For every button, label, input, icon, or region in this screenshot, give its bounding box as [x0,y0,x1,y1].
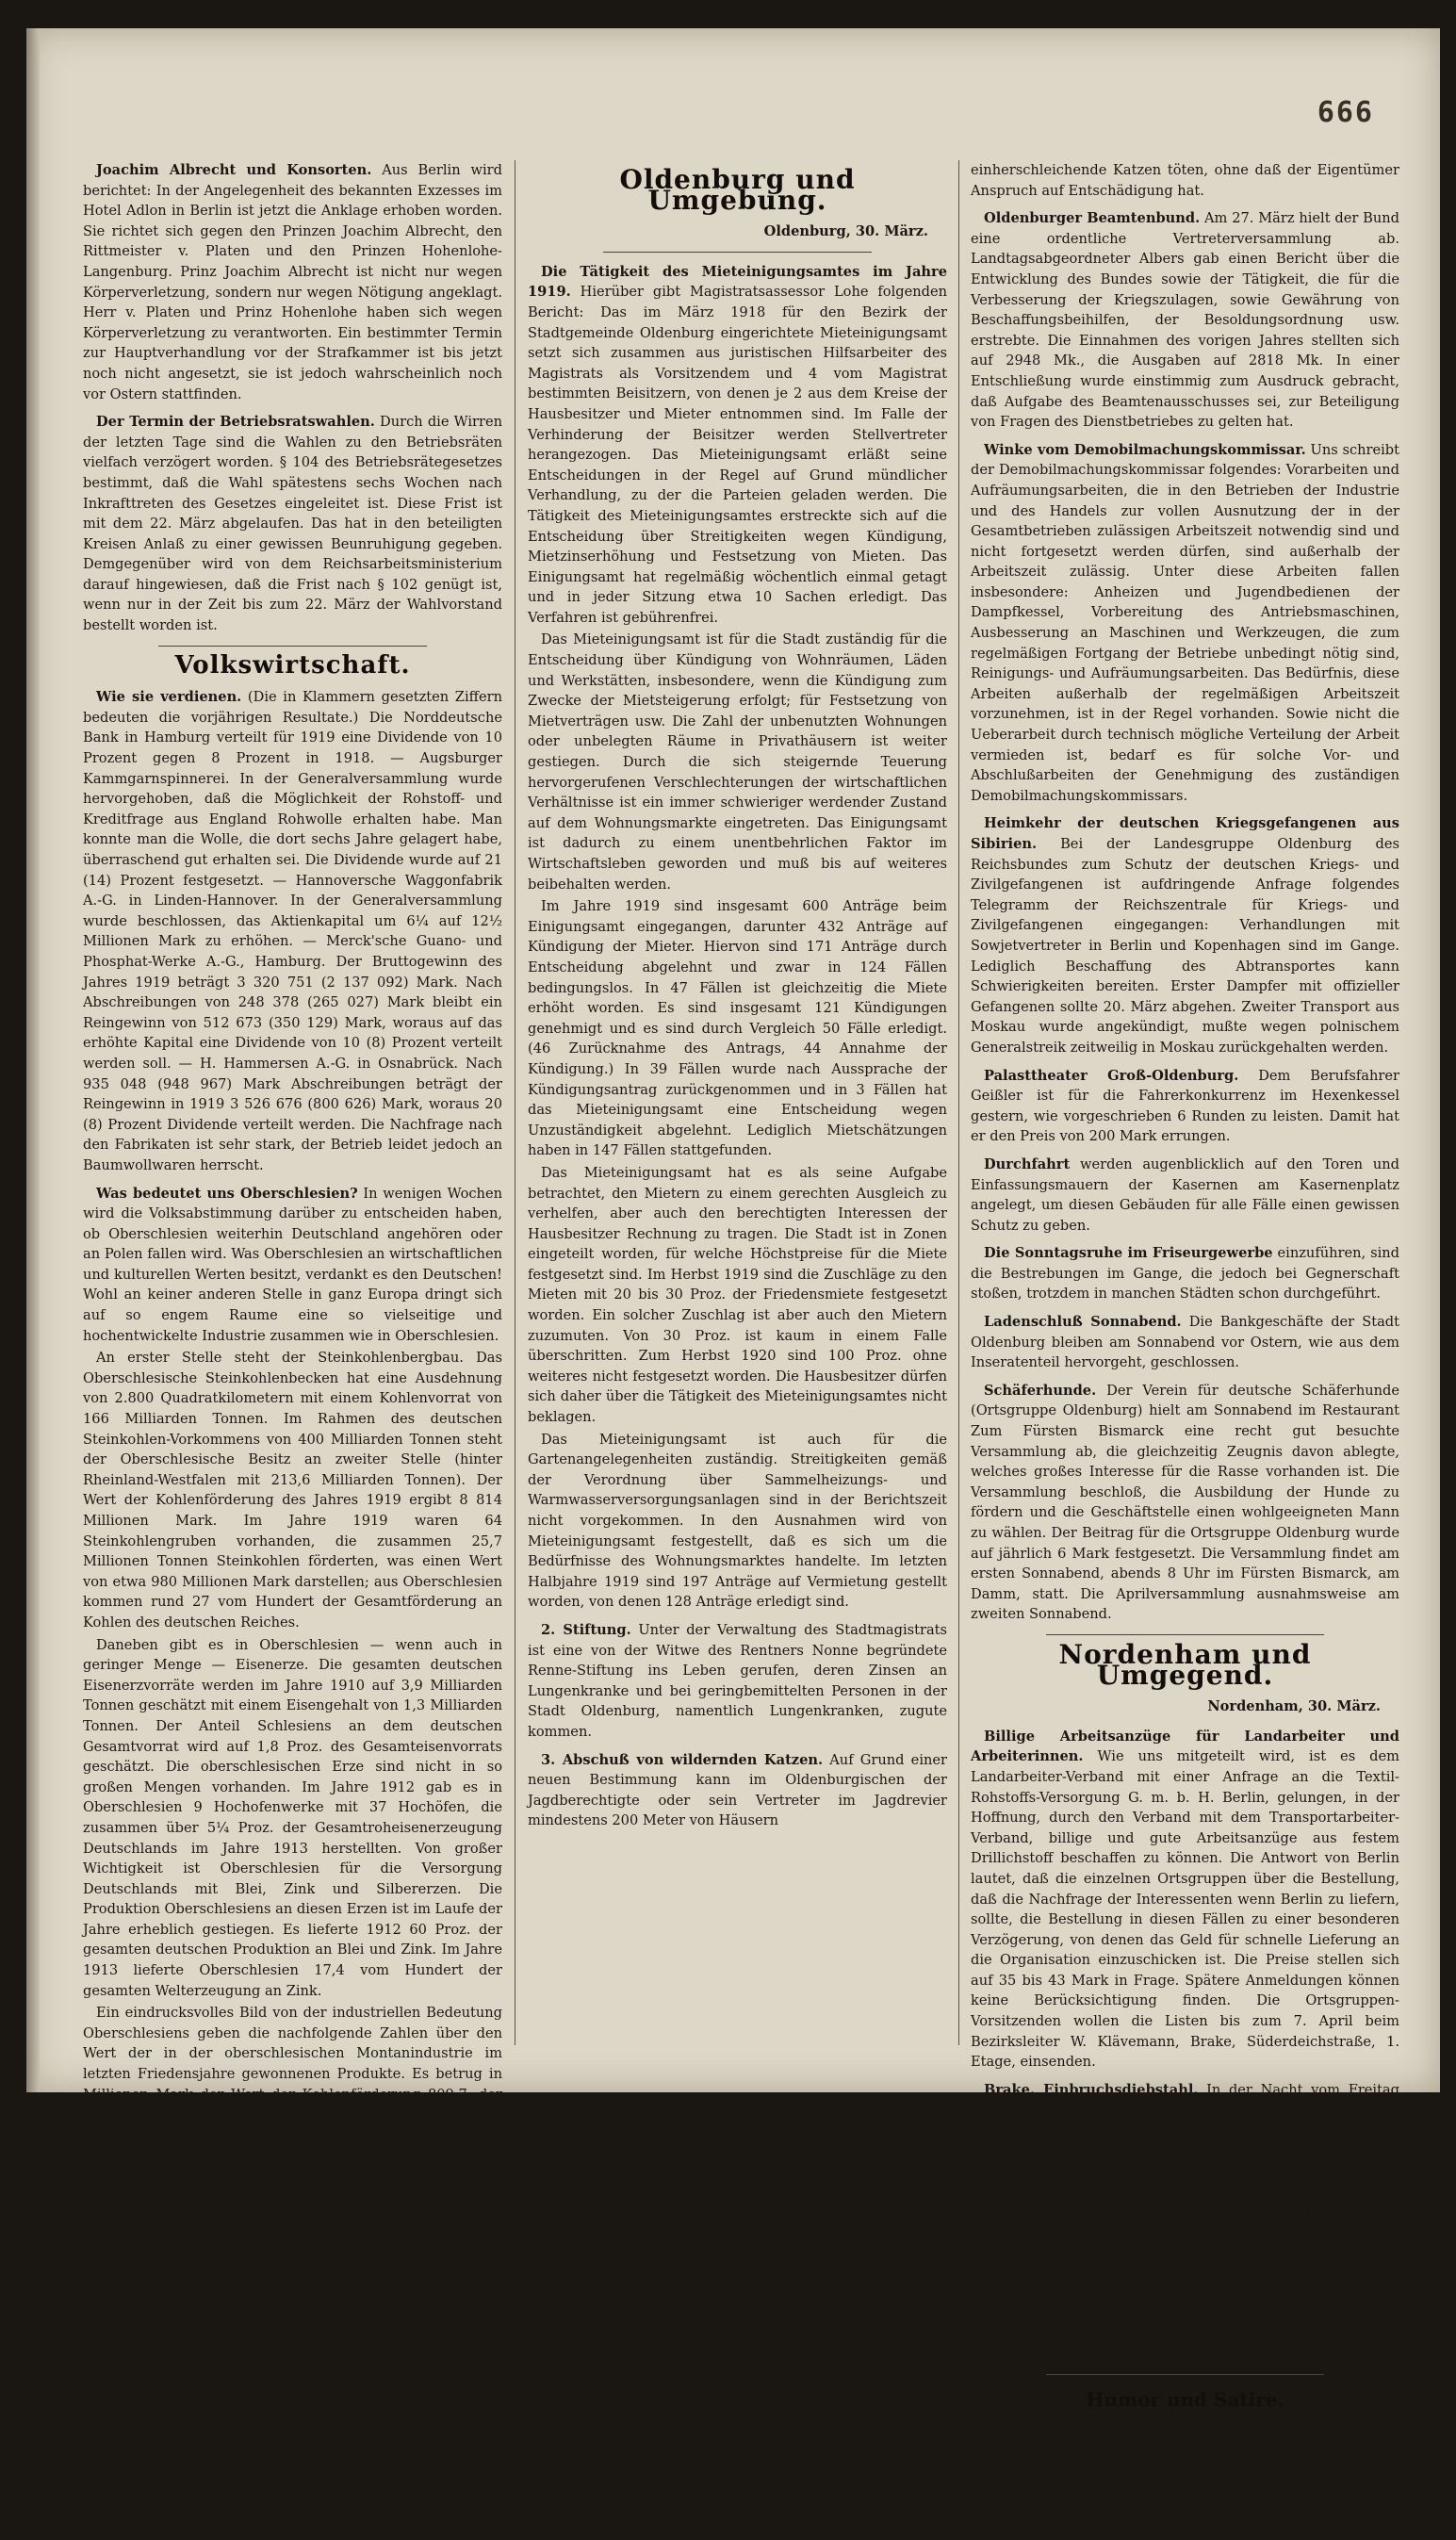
article [83,687,502,1175]
column-right [971,160,1400,2538]
article-text: Das Mieteinigungsamt ist auch für die Gartenangelegenheiten zuständig. Streitigkeiten gemäß der Verordnung über Sammelheizungs- und Warmwasserversorgungsanlagen sind in der Berichtszeit nicht vorgekommen. In den Ausnahmen wird von Mieteinigungsamt festgestellt, daß es sich um die Bedürfnisse des Wohnungsmarktes handelte. Im letzten Halbjahre 1919 sind 197 Anträge auf Vermietung gestellt worden, von denen 128 Anträge erledigt sind. [528,1431,947,1611]
article [971,1066,1399,1147]
divider [1046,1634,1324,1635]
article-text: Bei der Landesgruppe Oldenburg des Reichsbundes zum Schutz der deutschen Kriegs- und Zivilgefangenen ist aufdringende Anfrage folgendes Telegramm der Reichszentrale für Kriegs- und Zivilgefangenen eingegangen: Verhandlungen mit Sowjetvertreter in Berlin und Kopenhagen sind im Gange. Lediglich Beschaffung des Abtransportes kann Schwierigkeiten bereiten. Erster Dampfer mit offizieller Gefangenen sollte 20. März abgehen. Zweiter Transport aus Moskau wurde angekündigt, mußte wegen polnischem Generalstreik zeitweilig in Moskau zurückgehalten werden. [971,836,1399,1056]
article-text: Im Jahre 1919 sind insgesamt 600 Anträge beim Einigungsamt eingegangen, darunter 432 Anträge auf Kündigung der Mieter. Hiervon sind 171 Anträge durch Entscheidung abgelehnt und zwar in 124 Fällen bedingungslos. In 47 Fällen ist gleichzeitig die Miete erhöht worden. Es sind insgesamt 121 Kündigungen genehmigt und es sind durch Vergleich 50 Fälle erledigt. (46 Zurücknahme des Antrags, 44 Annahme der Kündigung.) In 39 Fällen wurde nach Aussprache der Kündigungsantrag zurückgenommen und in 3 Fällen hat das Mieteinigungsamt eine Entscheidung wegen Unzuständigkeit abgelehnt. Lediglich Mietschätzungen haben in 147 Fällen stattgefunden. [528,898,947,1159]
divider [158,646,427,647]
article [971,160,1399,201]
dateline: Oldenburg, 30. März. [763,223,928,240]
article-text: einherschleichende Katzen töten, ohne daß der Eigentümer Anspruch auf Entschädigung hat. [971,162,1399,199]
article-lead: Schäferhunde. [984,1382,1097,1399]
article-text: Hierüber gibt Magistratsassessor Lohe folgenden Bericht: Das im März 1918 für den Bezirk der Stadtgemeinde Oldenburg eingerichtete Mieteinigungsamt setzt sich zusammen aus juristischen Hilfsarbeiter des Magistrats als Vorsitzendem und 4 vom Magistrat bestimmten Beisitzern, von denen je 2 aus dem Kreise der Hausbesitzer und Mieter entnommen sind. Im Falle der Verhinderung der Beisitzer werden Stellvertreter herangezogen. Das Mieteinigungsamt erläßt seine Entscheidungen in der Regel auf Grund mündlicher Verhandlung, zu der die Parteien geladen werden. Die Tätigkeit des Mieteinigungsamtes erstreckte sich auf die Entscheidung über Streitigkeiten wegen Kündigung, Mietzinserhöhung und Festsetzung von Mieten. Das Einigungsamt hat regelmäßig wöchentlich einmal getagt und in jeder Sitzung etwa 10 Sachen erledigt. Das Verfahren ist gebührenfrei. [528,284,947,626]
dateline: Nordenham, 30. März. [1207,1698,1381,1715]
article-text: Durch die Wirren der letzten Tage sind die Wahlen zu den Betriebsräten vielfach verzögert worden. § 104 des Betriebsrätegesetzes bestimmt, daß die Wahl spätestens sechs Wochen nach Inkrafttreten des Gesetzes eingeleitet ist. Diese Frist ist mit dem 22. März abgelaufen. Das hat in den beteiligten Kreisen Anlaß zu einer gewissen Beunruhigung gegeben. Demgegenüber wird von dem Reichsarbeitsministerium darauf hingewiesen, daß die Frist nach § 102 genügt ist, wenn nur in der Zeit bis zum 22. März der Wahlvorstand bestellt worden ist. [83,414,503,634]
article-text: einzuführen, sind die Bestrebungen im Gange, die jedoch bei Gegnerschaft stoßen, trotzdem in manchen Städten schon durchgeführt. [971,1245,1400,1303]
article-text: Die Bankgeschäfte der Stadt Oldenburg bleiben am Sonnabend vor Ostern, wie aus dem Inseratenteil hervorgeht, geschlossen. [971,1314,1400,1371]
article-lead: Was bedeutet uns Oberschlesien? [96,1185,358,1202]
article-lead: Die Tätigkeit des Mieteinigungsamtes im Jahre 1919. [528,263,947,301]
article-text: Aus diesen Wertziffern geht hervor die große Bedeutung Oberschlesiens für unser gesamtes Wirtschaftsleben. Sein Verlust würde die gesamte Industrie Deutschlands schwer erschüttern. Darum muß jeder an seinem Teile mithelfen, daß diese Gebiete uns erhalten bleiben. Wer an der Entscheidung beteiligt ist, der wahre seine Stimme abzugeben und tue damit Dienst dem deutschen Vaterlande. [83,2291,502,2450]
article [971,813,1399,1057]
article-text: Wie uns mitgeteilt wird, ist es dem Landarbeiter-Verband mit einer Anfrage an die Textil-Rohstoffs-Versorgung G. m. b. H. Berlin, gelungen, in der Hoffnung, durch den Verband mit dem Transportarbeiter-Verband, billige und gute Arbeitsanzüge aus festem Drillichstoff beschaffen zu können. Die Antwort von Berlin lautet, daß die einzelnen Ortsgruppen über die Bestellung, daß die Nachfrage der Interessenten wenn Berlin zu liefern, sollte, die Bestellung in diesen Fällen zu einer besonderen Verzögerung, von denen das Geld für schnelle Lieferung an die Organisation einzuschicken ist. Die Preise stellen sich auf 35 bis 43 Mark in Frage. Spätere Anmeldungen können keine Berücksichtigung finden. Die Ortsgruppen-Vorsitzenden wollen die Listen bis zum 7. April beim Bezirksleiter W. Klävemann, Brake, Süderdeichstraße, 1. Etage, einsenden. [971,1748,1399,2071]
article [528,1620,947,1743]
divider [1046,2374,1324,2375]
article-lead: Der Termin der Betriebsratswahlen. [96,414,375,431]
article [83,412,502,636]
article-text: Der Verein für deutsche Schäferhunde (Ortsgruppe Oldenburg) hielt am Sonnabend im Restaurant Zum Fürsten Bismarck eine recht gut besuchte Versammlung ab, die gleichzeitig Zeugnis davon ablegte, welches großes Interesse für die Rasse vorhanden ist. Die Versammlung beschloß, die Ausbildung der Hunde zu fördern und die Geschäftstelle einen wohlgeeigneten Mann zu wählen. Der Beitrag für die Ortsgruppe Oldenburg wurde auf jährlich 6 Mark festgesetzt. Die Versammlung findet am ersten Sonnabend, abends 8 Uhr im Fürsten Bismarck, am Damm, statt. Die Aprilversammlung ausnahmsweise am zweiten Sonnabend. [971,1382,1399,1623]
article [971,1727,1399,2073]
divider [603,252,872,253]
article-text: Ach, Emma, wenn ich nur wüßte, wie wir nur die vielen Eier aufessen sollen können?" — "Gib mir alles, dann geht es schneller!" (Jugend.) — Zweifelhafte Auskunft. "Mutter, was ist denn da los?" — "Na, was sollen die Kinder von ihren Eltern mal kriegen." — "Ach so: Keile!" (Dorfbarbier.) [971,2419,1399,2538]
section-heading: Humor und Satire. [1086,2388,1284,2412]
article-lead: 2. Stiftung. [541,1621,631,1638]
page-number: 666 [1317,96,1374,129]
article-lead: Die Sonntagsruhe im Friseurgewerbe [984,1245,1273,1262]
article [971,1312,1399,1373]
article-text: (Die in Klammern gesetzten Ziffern bedeuten die vorjährigen Resultate.) Die Norddeutsche Bank in Hamburg verteilt für 1919 eine Dividende von 10 Prozent gegen 8 Prozent in 1918. — Augsburger Kammgarnspinnerei. In der Generalversammlung wurde hervorgehoben, daß die Möglichkeit der Rohstoff- und Kreditfrage aus England Rohwolle erhalten habe. Man konnte man die Wolle, die dort sechs Jahre gelagert habe, überraschend gut erhalten sei. Die Dividende wurde auf 21 (14) Prozent festgesetzt. — Hannoversche Waggonfabrik A.-G. in Linden-Hannover. In der Generalversammlung wurde beschlossen, das Aktienkapital um 6¼ auf 12½ Millionen Mark zu erhöhen. — Merck'sche Guano- und Phosphat-Werke A.-G., Hamburg. Der Bruttogewinn des Jahres 1919 beträgt 3 320 751 (2 137 092) Mark. Nach Abschreibungen von 248 378 (265 027) Mark bleibt ein Reingewinn von 512 673 (350 129) Mark, woraus auf das erhöhte Kapital eine Dividende von 10 (8) Prozent verteilt werden soll. — H. Hammersen A.-G. in Osnabrück. Nach 935 048 (948 967) Mark Abschreibungen beträgt der Reingewinn in 1919 3 526 676 (800 626) Mark, woraus 20 (8) Prozent Dividende verteilt werden. Die Nachfrage nach den Fabrikaten ist sehr stark, der Betrieb leidet jedoch an Baumwollwaren herrscht. [83,689,502,1173]
article [971,1381,1399,1625]
article-lead: Durchfahrt [984,1155,1071,1172]
article-text: Daneben gibt es in Oberschlesien — wenn auch in geringer Menge — Eisenerze. Die gesamten deutschen Eisenerzvorräte werden im Jahre 1910 auf 3,9 Milliarden Tonnen geschätzt mit einem Eisengehalt von 1,3 Milliarden Tonnen. Der Anteil Schlesiens an dem deutschen Gesamtvorrat wird auf 1,8 Proz. des Gesamteisenvorrats geschätzt. Die oberschlesischen Erze sind nicht in so großen Mengen vorhanden. Im Jahre 1912 gab es in Oberschlesien 9 Hochofenwerke mit 37 Hochöfen, die zusammen über 5¼ Proz. der Gesamtroheisenerzeugung Deutschlands im Jahre 1913 herstellten. Von großer Wichtigkeit ist Oberschlesien für die Versorgung Deutschlands mit Blei, Zink und Silbererzen. Die Produktion Oberschlesiens an diesen Erzen ist im Laufe der Jahre erheblich gestiegen. Es lieferte 1912 60 Proz. der gesamten deutschen Produktion an Blei und Zink. Im Jahre 1913 lieferte Oberschlesien 17,4 vom Hundert der gesamten Welterzeugung an Zink. [83,1636,502,1999]
article-text: Das Mieteinigungsamt ist für die Stadt zuständig für die Entscheidung über Kündigung von Wohnräumen, Läden und Werkstätten, insbesondere, wenn die Kündigung zum Zwecke der Mietsteigerung erfolgt; für Festsetzung von Mietverträgen usw. Die Zahl der unbenutzten Wohnungen oder unbelegten Räume in Privathäusern ist weiter gestiegen. Durch die sich steigernde Teuerung hervorgerufenen Verschlechterungen der wirtschaftlichen Verhältnisse ist ein immer schwieriger werdender Zustand auf dem Wohnungsmarkte eingetreten. Das Einigungsamt ist dadurch zu einem unentbehrlichen Faktor im Wirtschaftsleben geworden und muß bis auf weiteres beibehalten werden. [528,631,947,893]
article-text: In der Nacht vom Freitag auf Sonnabend wurde in der Plaßmannschen Besitzung am Schleusendeich ein Einbruchsdiebstahl ausgeführt. Die Einbrecher in das Haus, unbemerkt von der Bewohnerin, entwendeten Teppiche, Kleidungsstücke und Silbersachen im Werte von 20 000 Mark. Der Verdacht ist gefallen, daß es sich um auswärtige Täter handelt. Die Gendarmerie stellte sofort umfangreiche Nachforschungen an. — Schieberware. Ein Händler aus Abbehausen kam gestern mit seinem Fuhrwerk angefahren, das von der Ortspolizei angehalten und untersucht wurde. Es fand sich Korn, das beschlagnahmt wurde. Die Fracht bestand aus 33 Ferkeln, 2 Kälbern und mehreren Kaninchen, die bei Blumenthal bestimmt waren. [971,2081,1400,2363]
article-text: Uns schreibt der Demobilmachungskommissar folgendes: Vorarbeiten und Aufräumungsarbeiten, die in den Betrieben der Industrie und des Handels zur vollen Ausnutzung der in der Gesamtbetrieben zulässigen Arbeitszeit notwendig sind und nicht fortgesetzt werden dürfen, sind außerhalb der Arbeitszeit zulässig. Unter diese Arbeiten fallen insbesondere: Anheizen und Jugendbedienen der Dampfkessel, Vorbereitung des Antriebsmaschinen, Ausbesserung an Maschinen und Werkzeugen, die zum regelmäßigen Fortgang der Betriebe unbedingt nötig sind, Reinigungs- und Aufräumungsarbeiten. Das Bedürfnis, diese Arbeiten außerhalb der regelmäßigen Arbeitszeit vorzunehmen, ist in der Regel vorhanden. Sowie nicht die Ueberarbeit durch technisch mögliche Verteilung der Arbeit vermieden ist, bedarf es für solche Vor- und Abschlußarbeiten der Genehmigung des zuständigen Demobilmachungskommissars. [971,441,1399,804]
section-heading: Volkswirtschaft. [174,650,411,680]
article-text: An erster Stelle steht der Steinkohlenbergbau. Das Oberschlesische Steinkohlenbecken hat eine Ausdehnung von 2.800 Quadratkilometern mit einem Kohlenvorrat von 166 Milliarden Tonnen. Im Rahmen des deutschen Steinkohlen-Vorkommens von 400 Milliarden Tonnen steht der Oberschlesische Besitz an zweiter Stelle (hinter Rheinland-Westfalen mit 213,6 Milliarden Tonnen). Der Wert der Kohlenförderung des Jahres 1919 ergibt 8 814 Millionen Mark. Im Jahre 1919 waren 64 Steinkohlengruben vorhanden, die zusammen 25,7 Millionen Tonnen Steinkohlen förderten, was einen Wert von etwa 980 Millionen Mark darstellen; aus Oberschlesien kommen rund 27 vom Hundert der Gesamtförderung an Kohlen des deutschen Reiches. [83,1350,502,1631]
article-text: Dem Berufsfahrer Geißler ist für die Fahrerkonkurrenz im Hexenkessel gestern, wie vorgeschrieben 6 Runden zu leisten. Damit hat er den Preis von 200 Mark errungen. [971,1067,1399,1145]
article [83,160,502,404]
article [83,1184,502,2453]
article-text: Unter der Verwaltung des Stadtmagistrats ist eine von der Witwe des Rentners Nonne begründete Renne-Stiftung ins Leben gerufen, deren Zinsen an Lungenkranke und bei geringbemittelten Personen in der Stadt Oldenburg, namentlich Lungenkranken, zugute kommen. [528,1621,948,1740]
section-heading: Oldenburg und Umgebung. [619,164,856,216]
article-lead: Heimkehr der deutschen Kriegsgefangenen aus Sibirien. [971,815,1399,852]
article-lead: Joachim Albrecht und Konsorten. [96,162,372,178]
article-lead: Einfach! [984,2419,1049,2436]
article-lead: Winke vom Demobilmachungskommissar. [984,441,1306,458]
article-lead: Oldenburger Beamtenbund. [984,210,1201,227]
article-text: Ein eindrucksvolles Bild von der industriellen Bedeutung Oberschlesiens geben die nachfolgende Zahlen über den Wert der in der oberschlesischen Montanindustrie im letzten Friedensjahre gewonnenen Produkte. Es betrug in Millionen Mark der Wert der Kohlenförderung 809,7, der Wert der Produktion der Eisen-, Zink- und Bleierzgruben 37,1, der Wert der Produktion der Eisenhütten- und Walzwerke 242,4, der Zinkhütten und Walzwerke 118,0 Millionen Mark. Die Produktion der oberschlesischen Montanbetriebe belief sich demnach auf rund 1 Milliarde Mark. Mit dem Verlust der oberschlesischen Montanbetriebe würde das Reich jährlich 40 Millionen Tonnen Fracht oder 10 Proz. des gesamten deutschen Frachtverkehrs einbüßen. [83,2005,502,2286]
article-lead: Brake. Einbruchsdiebstahl. [984,2081,1199,2098]
column-rule [958,160,959,2045]
newspaper-page [26,28,1440,2538]
article [528,1750,947,1831]
article [971,1155,1399,1236]
article [528,262,947,1613]
article [971,440,1399,807]
column-middle [528,160,947,2055]
article-text: Das Mieteinigungsamt hat es als seine Aufgabe betrachtet, den Mietern zu einem gerechten Ausgleich zu verhelfen, aber auch den berechtigten Interessen der Hausbesitzer Rechnung zu tragen. Die Stadt ist in Zonen eingeteilt worden, für welche Höchstpreise für die Miete festgesetzt sind. Im Herbst 1919 sind die Zuschläge zu den Mieten mit 20 bis 30 Proz. der Friedensmiete festgesetzt worden. Ein solcher Zuschlag ist aber auch den Mietern zuzumuten. Von 30 Proz. ist kaum in einem Falle überschritten. Zum Herbst 1920 sind 100 Proz. ohne weiteres nicht festgesetzt worden. Die Hausbesitzer dürfen sich daher über die Tätigkeit des Mieteinigungsamtes nicht beklagen. [528,1164,947,1426]
article [971,208,1399,433]
article [971,1243,1399,1304]
article-lead: Palasttheater Groß-Oldenburg. [984,1067,1239,1084]
article-lead: Billige Arbeitsanzüge für Landarbeiter und Arbeiterinnen. [971,1728,1399,1765]
article [971,2080,1399,2365]
article-text: Aus Berlin wird berichtet: In der Angelegenheit des bekannten Exzesses im Hotel Adlon in Berlin ist jetzt die Anklage erhoben worden. Sie richtet sich gegen den Prinzen Joachim Albrecht, den Rittmeister v. Platen und den Prinzen Hohenlohe-Langenburg. Prinz Joachim Albrecht ist nicht nur wegen Körperverletzung, sondern nur wegen Nötigung angeklagt. Herr v. Platen und Prinz Hohenlohe haben sich wegen Körperverletzung zu verantworten. Ein bestimmter Termin zur Hauptverhandlung vor der Strafkammer ist bis jetzt noch nicht angesetzt, sie ist jedoch wahrscheinlich noch vor Ostern stattfinden. [83,162,502,402]
article-text: In wenigen Wochen wird die Volksabstimmung darüber zu entscheiden haben, ob Oberschlesien weiterhin Deutschland angehören oder an Polen fallen wird. Was Oberschlesien an wirtschaftlichen und kulturellen Werten besitzt, verdankt es den Deutschen! Wohl an keiner anderen Stelle in ganz Europa dringt sich auf so engem Raume eine so vielseitige und hochentwickelte Industrie zusammen wie in Oberschlesien. [83,1185,502,1344]
article [971,2418,1399,2540]
article-lead: Ladenschluß Sonnabend. [984,1314,1182,1331]
article-text: Am 27. März hielt der Bund eine ordentliche Vertreterversammlung ab. Landtagsabgeordneter Albers gab einen Bericht über die Entwicklung des Bundes sowie der Tätigkeit, die für die Verbesserung der Kriegszulagen, sowie Gewährung von Beschaffungsbeihilfen, der Besoldungsordnung usw. erstrebte. Die Einnahmen des vorigen Jahres stellten sich auf 2948 Mk., die Ausgaben auf 2818 Mk. In einer Entschließung wurde einstimmig zum Ausdruck gebracht, daß Aufgabe des Beamtenausschusses sei, zur Beteiligung von Fragen des Dienstbetriebes zu gelten hat. [971,210,1400,431]
column-left [83,160,503,2450]
article-text: werden augenblicklich auf den Toren und Einfassungsmauern der Kasernen am Kasernenplatz angelegt, um diesen Gebäuden für alle Fälle einen gewissen Schutz zu geben. [971,1155,1400,1234]
article-lead: 3. Abschuß von wildernden Katzen. [541,1751,824,1768]
article-text: Auf Grund einer neuen Bestimmung kann im Oldenburgischen der Jagdberechtigte oder sein Vertreter im Jagdrevier mindestens 200 Meter von Häusern [528,1751,947,1829]
article-lead: Wie sie verdienen. [96,689,242,706]
section-heading: Nordenham und Umgegend. [1058,1638,1312,1691]
